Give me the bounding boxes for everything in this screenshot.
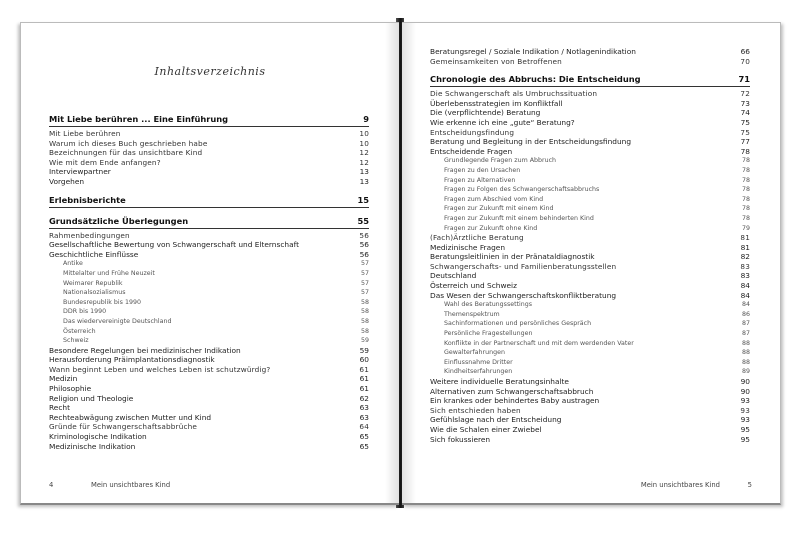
page-number: 4 — [49, 481, 54, 489]
toc-entry-title: Besondere Regelungen bei medizinischer Indikation — [49, 345, 241, 355]
toc-entry — [430, 396, 750, 406]
toc-entry — [430, 358, 750, 368]
toc-entry-page: 59 — [360, 337, 369, 345]
toc-entry — [49, 442, 369, 452]
toc-entry-page: 60 — [359, 355, 369, 365]
toc-entry — [49, 365, 369, 375]
toc-entry — [49, 279, 369, 289]
toc-entry — [430, 224, 750, 234]
toc-entry — [430, 262, 750, 272]
toc-entry — [49, 346, 369, 356]
toc-entry-title: Fragen zum Abschied vom Kind — [444, 195, 544, 203]
toc-entry-title: Medizinische Fragen — [430, 242, 506, 252]
toc-entry-title: Sich fokussieren — [430, 434, 491, 444]
toc-entry — [49, 307, 369, 317]
toc-entry-page: 88 — [741, 349, 750, 357]
toc-entry-page: 58 — [360, 308, 369, 316]
toc-entry-page: 78 — [741, 205, 750, 213]
toc-entry-page: 93 — [740, 396, 750, 406]
toc-entry-page: 55 — [357, 215, 369, 226]
toc-entry — [430, 176, 750, 186]
toc-entry-title: Warum ich dieses Buch geschrieben habe — [49, 138, 208, 148]
toc-entry-page: 84 — [741, 301, 750, 309]
toc-entry — [49, 250, 369, 260]
toc-entry-page: 79 — [741, 224, 750, 232]
toc-entry-page: 74 — [740, 108, 750, 118]
toc-entry-title: Mit Liebe berühren — [49, 129, 121, 138]
toc-heading: Inhaltsverzeichnis — [154, 65, 266, 78]
toc-entry — [430, 425, 750, 435]
toc-entry-title: Rechteabwägung zwischen Mutter und Kind — [49, 412, 212, 422]
toc-entry-title: Fragen zur Zukunft mit einem behinderten Kind — [444, 214, 594, 222]
toc-entry-page: 56 — [359, 230, 369, 240]
toc-entry-title: Gefühlslage nach der Entscheidung — [430, 415, 562, 425]
toc-entry-page: 9 — [363, 114, 369, 124]
toc-entry — [49, 355, 369, 365]
toc-entry-page: 81 — [740, 233, 750, 243]
toc-entry — [430, 435, 750, 445]
toc-entry-title: Gründe für Schwangerschaftsabbrüche — [49, 422, 198, 432]
toc-entry-page: 88 — [741, 358, 750, 366]
toc-entry — [49, 177, 369, 187]
toc-entry-page: 61 — [359, 364, 369, 374]
toc-entry-page: 15 — [357, 194, 369, 205]
toc-entry-title: Die (verpflichtende) Beratung — [430, 108, 541, 118]
toc-entry-title: Grundlegende Fragen zum Abbruch — [444, 157, 557, 165]
toc-entry — [430, 156, 750, 166]
toc-entry-title: Vorgehen — [49, 176, 85, 186]
toc-entry-title: DDR bis 1990 — [63, 308, 107, 316]
toc-entry — [430, 72, 750, 87]
toc-entry — [430, 377, 750, 387]
toc-entry-page: 57 — [360, 260, 369, 268]
toc-entry — [430, 128, 750, 138]
toc-entry-title: Philosophie — [49, 384, 92, 394]
toc-entry-title: Fragen zu Folgen des Schwangerschaftsabbruchs — [444, 186, 600, 194]
toc-entry — [430, 387, 750, 397]
toc-entry-title: Überlebensstrategien im Konfliktfall — [430, 98, 563, 108]
toc-entry — [430, 166, 750, 176]
toc-entry-title: Mit Liebe berühren ... Eine Einführung — [49, 114, 229, 124]
toc-entry-title: Wie erkenne ich eine „gute“ Beratung? — [430, 117, 575, 127]
toc-entry-title: Entscheidungsfindung — [430, 127, 515, 137]
toc-entry-title: Wie mit dem Ende anfangen? — [49, 157, 161, 167]
toc-entry — [49, 231, 369, 241]
toc-entry-title: Alternativen zum Schwangerschaftsabbruch — [430, 386, 594, 396]
toc-entry-title: Wie die Schalen einer Zwiebel — [430, 424, 542, 434]
toc-entry-title: Entscheidende Fragen — [430, 146, 513, 156]
toc-entry-title: Mittelalter und Frühe Neuzeit — [63, 269, 155, 277]
toc-entry — [430, 243, 750, 253]
toc-entry — [49, 327, 369, 337]
toc-entry-title: Ein krankes oder behindertes Baby austragen — [430, 396, 600, 406]
toc-entry — [49, 374, 369, 384]
toc-entry — [430, 47, 750, 57]
toc-entry-page: 12 — [359, 148, 369, 158]
toc-entry — [430, 118, 750, 128]
running-footer-title: Mein unsichtbares Kind — [91, 481, 171, 489]
toc-entry — [430, 137, 750, 147]
toc-entry-page: 78 — [741, 186, 750, 194]
toc-entry — [49, 298, 369, 308]
toc-entry-page: 13 — [359, 176, 369, 186]
toc-entry-title: Wahl des Beratungssettings — [444, 301, 533, 309]
toc-entry-title: Interviewpartner — [49, 167, 111, 177]
toc-entry-title: Deutschland — [430, 271, 477, 281]
toc-entry-title: (Fach)Ärztliche Beratung — [430, 233, 524, 243]
toc-entry — [49, 148, 369, 158]
toc-entry-page: 86 — [741, 310, 750, 318]
toc-entry-title: Sich entschieden haben — [430, 405, 521, 415]
toc-entry-title: Die Schwangerschaft als Umbruchssituation — [430, 89, 598, 99]
toc-entry-page: 93 — [740, 405, 750, 415]
toc-entry-page: 63 — [359, 412, 369, 422]
toc-entry-page: 75 — [740, 117, 750, 127]
toc-entry-title: Konflikte in der Partnerschaft und mit dem werdenden Vater — [444, 339, 634, 347]
toc-entry — [49, 394, 369, 404]
toc-entry-title: Fragen zu den Ursachen — [444, 166, 521, 174]
toc-entry-page: 58 — [360, 317, 369, 325]
toc-entry-title: Chronologie des Abbruchs: Die Entscheidung — [430, 74, 641, 85]
toc-entry-title: Fragen zur Zukunft ohne Kind — [444, 224, 538, 232]
toc-entry-title: Gemeinsamkeiten von Betroffenen — [430, 56, 562, 66]
toc-entry — [430, 233, 750, 243]
toc-entry — [430, 99, 750, 109]
toc-entry-page: 90 — [740, 377, 750, 386]
toc-entry-page: 84 — [740, 281, 750, 291]
toc-entry-page: 70 — [740, 56, 750, 66]
toc-entry-title: Grundsätzliche Überlegungen — [49, 215, 189, 226]
left-page — [20, 22, 399, 505]
toc-entry — [430, 406, 750, 416]
right-page — [402, 22, 781, 505]
toc-entry-title: Geschichtliche Einflüsse — [49, 249, 139, 259]
toc-entry — [430, 281, 750, 291]
gutter-shadow — [402, 23, 416, 503]
toc-entry-page: 90 — [740, 386, 750, 396]
toc-entry-page: 59 — [359, 345, 369, 355]
toc-entry-page: 57 — [360, 289, 369, 297]
toc-entry-title: Wann beginnt Leben und welches Leben ist schutzwürdig? — [49, 364, 271, 374]
toc-list-left — [49, 106, 369, 451]
toc-entry — [49, 158, 369, 168]
toc-entry-page: 65 — [359, 432, 369, 442]
toc-entry-title: Das wiedervereinigte Deutschland — [63, 317, 172, 325]
toc-entry-page: 72 — [740, 89, 750, 99]
toc-entry — [49, 432, 369, 442]
toc-entry-page: 78 — [741, 157, 750, 165]
toc-entry-page: 78 — [740, 146, 750, 156]
toc-entry-page: 83 — [740, 271, 750, 281]
toc-entry-page: 78 — [741, 214, 750, 222]
toc-entry — [430, 291, 750, 301]
toc-entry — [49, 259, 369, 269]
toc-entry-title: Das Wesen der Schwangerschaftskonfliktberatung — [430, 290, 617, 300]
toc-entry — [430, 300, 750, 310]
toc-entry-title: Kriminologische Indikation — [49, 432, 147, 442]
toc-entry-title: Themenspektrum — [444, 310, 500, 318]
toc-entry-title: Fragen zu Alternativen — [444, 176, 516, 184]
toc-entry — [49, 422, 369, 432]
toc-entry-title: Schweiz — [63, 337, 89, 345]
toc-entry-page: 12 — [359, 157, 369, 167]
toc-entry — [430, 415, 750, 425]
toc-entry-page: 62 — [359, 393, 369, 403]
toc-entry-title: Religion und Theologie — [49, 393, 134, 403]
gutter-shadow — [385, 23, 399, 503]
toc-entry — [49, 214, 369, 229]
toc-entry — [49, 336, 369, 346]
toc-entry-page: 78 — [741, 176, 750, 184]
toc-entry-page: 87 — [741, 320, 750, 328]
toc-entry — [49, 129, 369, 139]
toc-entry — [430, 329, 750, 339]
toc-entry-title: Antike — [63, 260, 83, 268]
toc-entry — [49, 240, 369, 250]
toc-entry — [49, 384, 369, 394]
toc-entry-page: 78 — [741, 166, 750, 174]
toc-entry-page: 82 — [740, 252, 750, 262]
toc-entry-title: Rahmenbedingungen — [49, 230, 130, 240]
toc-entry-page: 57 — [360, 269, 369, 277]
toc-entry-title: Weitere individuelle Beratungsinhalte — [430, 377, 569, 386]
toc-entry-title: Österreich und Schweiz — [430, 281, 517, 291]
toc-entry-title: Weimarer Republik — [63, 279, 123, 287]
toc-entry-page: 73 — [740, 98, 750, 108]
toc-entry — [49, 112, 369, 127]
toc-entry-page: 61 — [359, 384, 369, 394]
toc-entry-page: 13 — [359, 167, 369, 177]
toc-entry-title: Beratung und Begleitung in der Entscheidungsfindung — [430, 137, 632, 147]
toc-entry — [430, 214, 750, 224]
toc-entry-page: 65 — [359, 441, 369, 451]
toc-entry-title: Bundesrepublik bis 1990 — [63, 298, 141, 306]
toc-entry-title: Einflussnahme Dritter — [444, 358, 513, 366]
toc-entry-title: Medizin — [49, 374, 78, 384]
toc-entry — [49, 413, 369, 423]
toc-entry-page: 75 — [740, 127, 750, 137]
toc-entry-title: Kindheitserfahrungen — [444, 368, 513, 376]
toc-entry-page: 93 — [740, 415, 750, 425]
toc-entry-page: 61 — [359, 374, 369, 384]
toc-entry — [430, 204, 750, 214]
toc-entry-page: 88 — [741, 339, 750, 347]
toc-entry — [430, 367, 750, 377]
toc-entry-page: 89 — [741, 368, 750, 376]
toc-entry — [430, 147, 750, 157]
toc-entry — [49, 193, 369, 208]
toc-entry-page: 87 — [741, 330, 750, 338]
toc-entry — [430, 185, 750, 195]
toc-entry-page: 78 — [741, 195, 750, 203]
toc-entry-title: Medizinische Indikation — [49, 441, 136, 451]
toc-entry-page: 77 — [740, 137, 750, 147]
toc-entry — [430, 195, 750, 205]
toc-entry — [430, 57, 750, 67]
toc-entry-title: Österreich — [63, 327, 96, 335]
toc-entry-page: 84 — [740, 290, 750, 300]
toc-entry-title: Beratungsregel / Soziale Indikation / Notlagenindikation — [430, 47, 636, 56]
toc-entry-title: Schwangerschafts- und Familienberatungsstellen — [430, 261, 617, 271]
toc-entry-page: 64 — [359, 422, 369, 432]
toc-entry-page: 58 — [360, 327, 369, 335]
toc-entry-page: 10 — [359, 129, 369, 138]
toc-entry-title: Herausforderung Präimplantationsdiagnostik — [49, 355, 215, 365]
toc-entry-title: Bezeichnungen für das unsichtbare Kind — [49, 148, 203, 158]
toc-entry-title: Nationalsozialismus — [63, 289, 126, 297]
toc-entry-page: 83 — [740, 261, 750, 271]
toc-entry-title: Gesellschaftliche Bewertung von Schwangerschaft und Elternschaft — [49, 240, 299, 250]
toc-entry — [430, 319, 750, 329]
toc-entry-page: 56 — [359, 240, 369, 250]
toc-entry-page: 56 — [359, 249, 369, 259]
toc-entry — [49, 139, 369, 149]
running-footer-title: Mein unsichtbares Kind — [640, 481, 720, 489]
toc-entry-page: 57 — [360, 279, 369, 287]
toc-entry-page: 66 — [740, 47, 750, 56]
toc-entry — [430, 252, 750, 262]
toc-entry-title: Gewalterfahrungen — [444, 349, 505, 357]
toc-list-right — [430, 47, 750, 444]
toc-entry-page: 58 — [360, 298, 369, 306]
toc-entry-title: Fragen zur Zukunft mit einem Kind — [444, 205, 554, 213]
toc-entry — [49, 269, 369, 279]
toc-entry — [430, 310, 750, 320]
toc-entry-page: 95 — [740, 434, 750, 444]
toc-entry-page: 71 — [738, 74, 750, 85]
toc-entry — [49, 317, 369, 327]
toc-entry-title: Sachinformationen und persönliches Gespräch — [444, 320, 592, 328]
toc-entry-title: Recht — [49, 403, 70, 413]
toc-entry — [430, 339, 750, 349]
toc-entry — [49, 167, 369, 177]
toc-entry-page: 63 — [359, 403, 369, 413]
toc-entry-title: Erlebnisberichte — [49, 194, 126, 205]
toc-entry-page: 95 — [740, 424, 750, 434]
toc-entry — [430, 108, 750, 118]
toc-entry — [49, 288, 369, 298]
toc-entry-title: Beratungsleitlinien in der Pränataldiagnostik — [430, 252, 595, 262]
toc-entry-page: 81 — [740, 242, 750, 252]
toc-entry-page: 10 — [359, 138, 369, 148]
toc-entry-title: Persönliche Fragestellungen — [444, 330, 533, 338]
toc-entry — [49, 403, 369, 413]
toc-entry — [430, 271, 750, 281]
toc-entry — [430, 348, 750, 358]
toc-entry — [430, 89, 750, 99]
page-number: 5 — [747, 481, 752, 489]
